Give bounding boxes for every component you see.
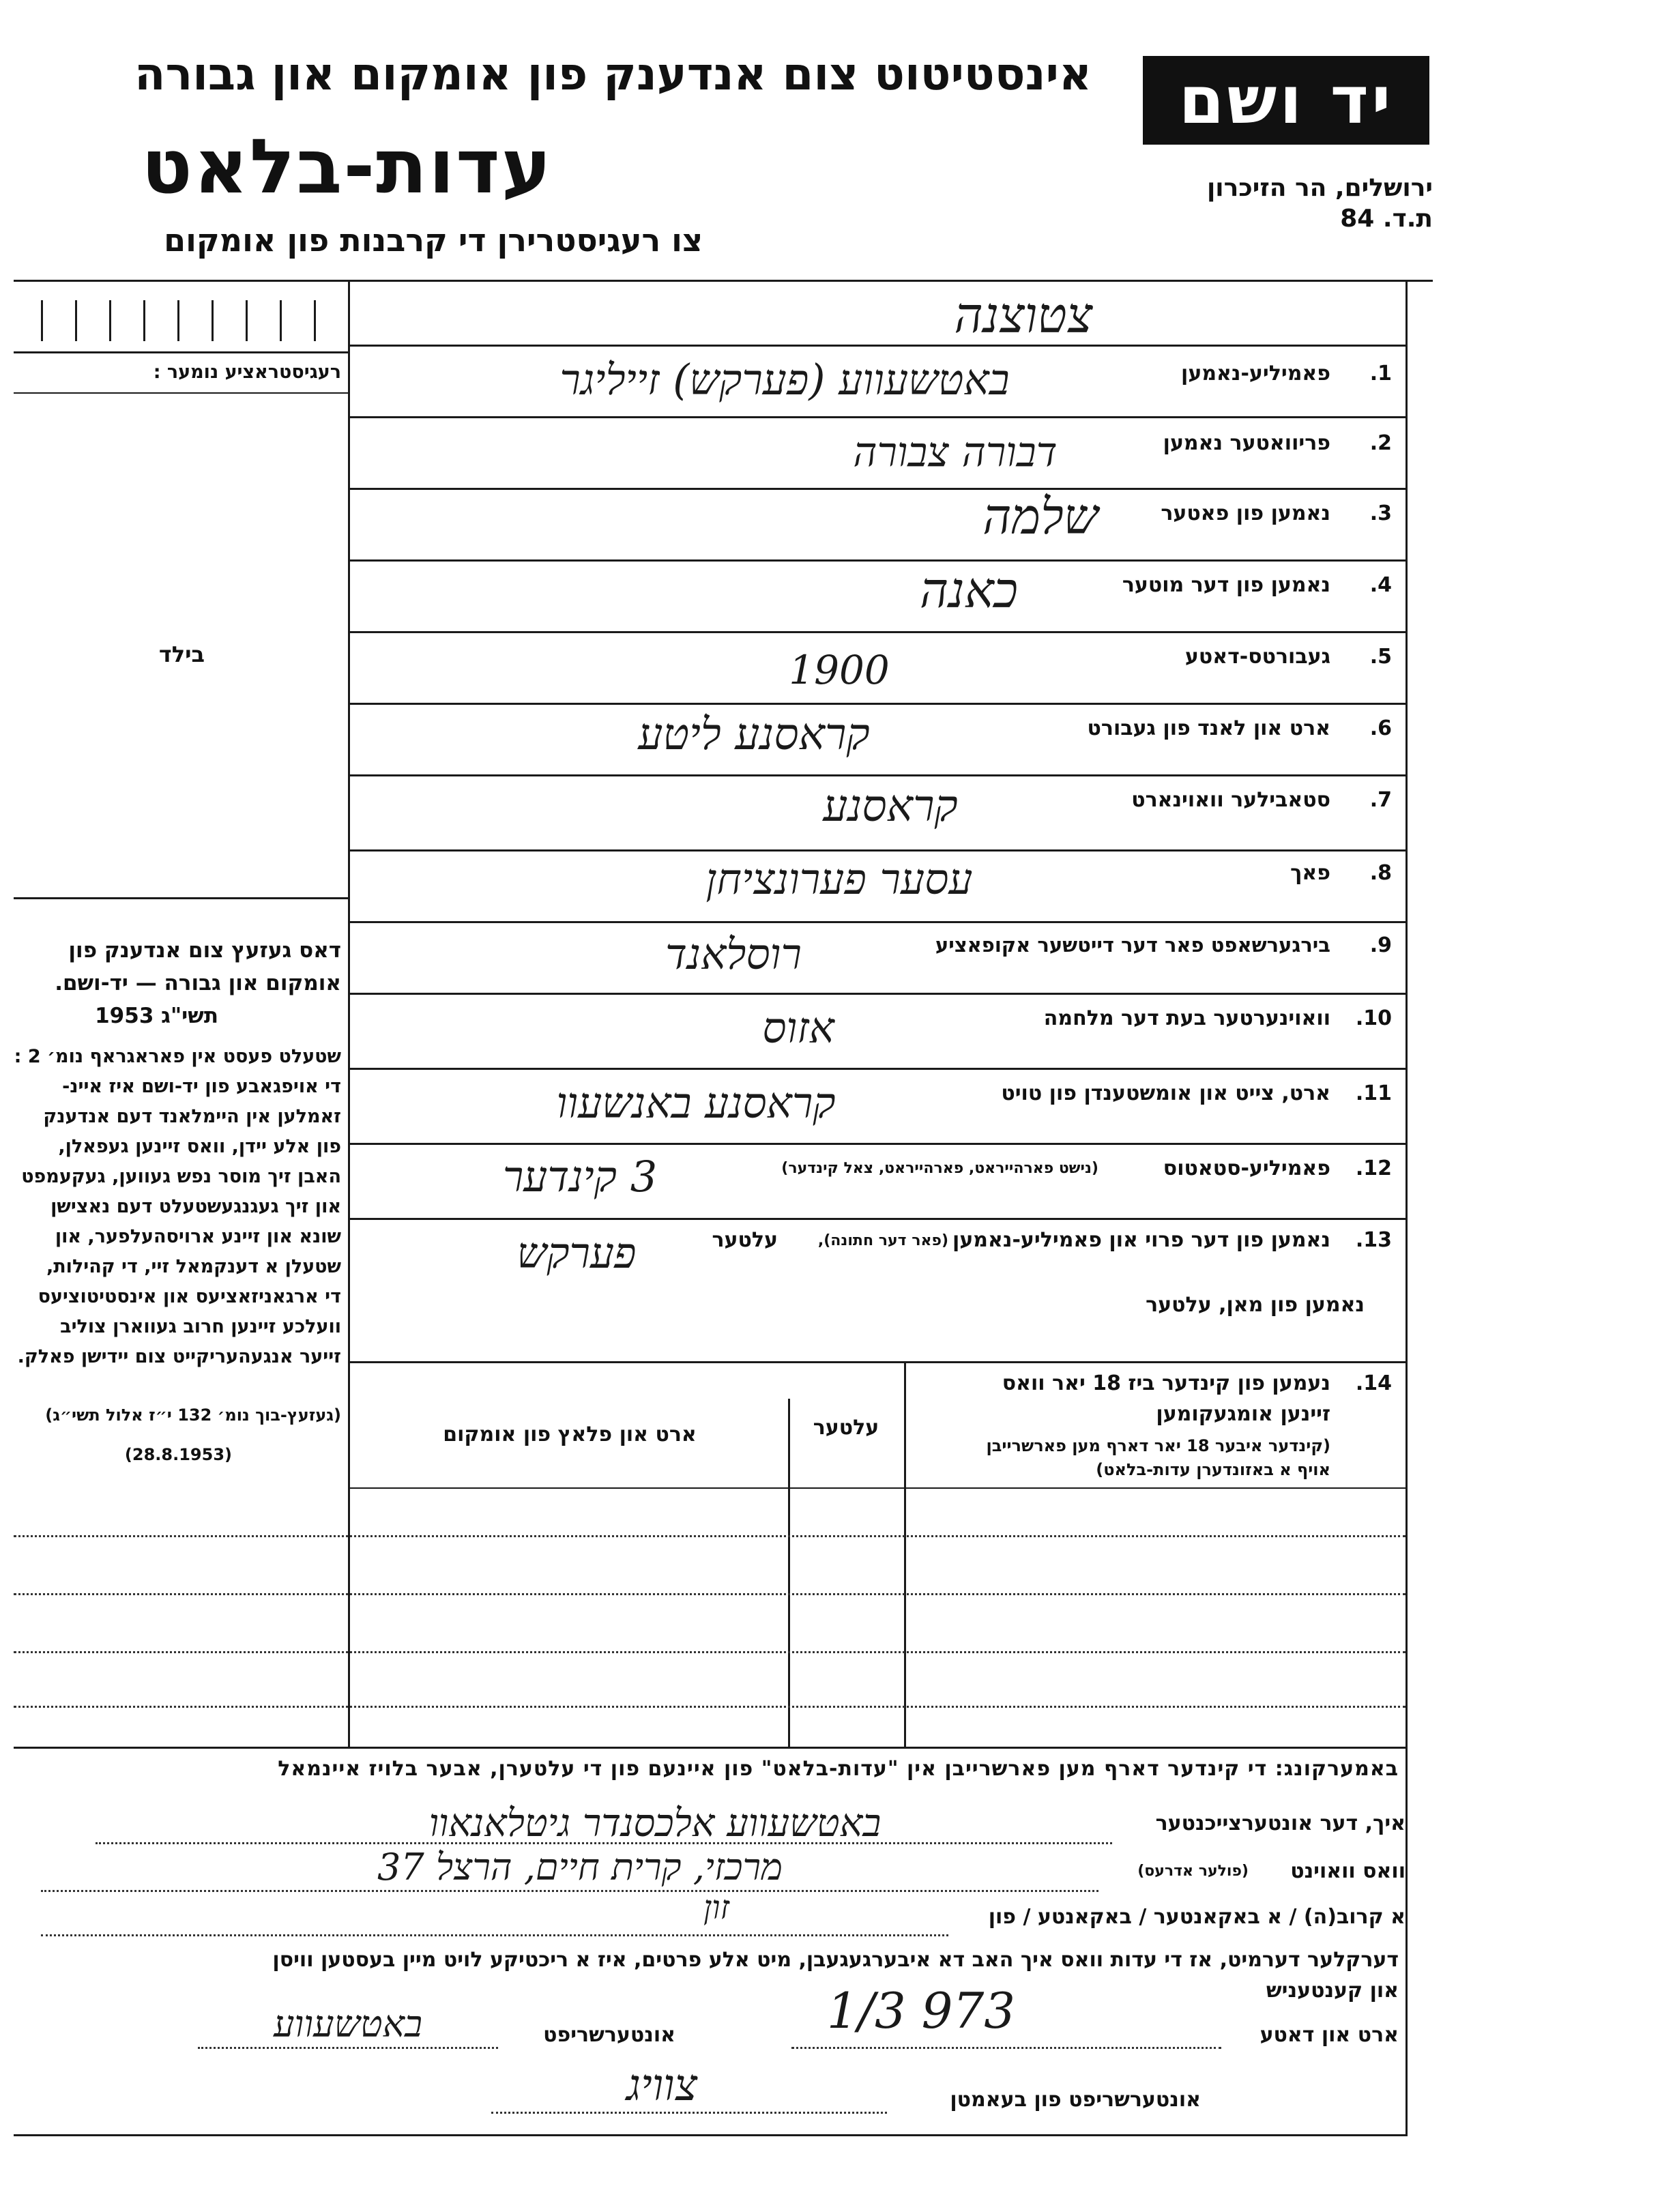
field-label-citizenship: בירגערשאפט פאר דער דייטשער אקופאציע <box>935 933 1330 957</box>
field-number-4: 4. <box>1369 573 1392 597</box>
handwritten-town: צטוצנה <box>954 287 1093 344</box>
date-value[interactable]: 1/3 973 <box>826 1982 1016 2039</box>
residence-value[interactable]: קראסנע <box>823 781 958 832</box>
law-line: אומקום און גבורה — יד-ושם. <box>55 971 341 995</box>
signature-value[interactable]: באטשעווע <box>273 2003 423 2046</box>
form-title: עדות-בלאט <box>141 123 553 210</box>
field-number-3: 3. <box>1369 501 1392 525</box>
official-signature-value[interactable]: צוויג <box>626 2061 698 2111</box>
photo-label: בילד <box>158 641 205 667</box>
wartime-residence-value[interactable]: אזוס <box>762 1003 834 1053</box>
field-label-family-name: פאמיליע-נאמען <box>1181 362 1330 385</box>
birth-place-value[interactable]: קראסנע ליטע <box>638 710 870 760</box>
field-number-11: 11. <box>1355 1081 1392 1105</box>
signature-label: אונטערשריפט <box>543 2023 675 2047</box>
field-number-5: 5. <box>1369 645 1392 669</box>
address-label: וואס וואוינט <box>1290 1859 1405 1883</box>
field-label-wartime-residence: וואוינערטער בעת דער מלחמה <box>1043 1006 1330 1030</box>
law-line: די אויפגאבע פון יד-ושם איז איינ- <box>62 1076 341 1097</box>
remark-text: באמערקונג: די קינדער דארף מען פארשרייבן אין "עדות-בלאט" פון איינעם פון די עלטערן, אבער בלויז איינמאל <box>278 1757 1399 1781</box>
family-status-note: (נישט פארהייראט, פארהייראט, צאל קינדער) <box>781 1160 1098 1177</box>
wife-name-value[interactable]: פערקש <box>516 1228 637 1278</box>
wife-name-note: (פאר דער חתונה), <box>817 1232 948 1249</box>
death-circumstances-value[interactable]: קראסנע באנשעוו <box>556 1078 836 1128</box>
field-number-6: 6. <box>1369 716 1392 740</box>
law-reference: (געזעץ-בוך נומ׳ 132 י״ז אלול תשי״ג) <box>45 1406 341 1425</box>
law-line: שטעלט פעסט אין פאראגראף נומ׳ 2 : <box>14 1046 341 1067</box>
field-label-mother-name: נאמען פון דער מוטער <box>1122 573 1330 597</box>
field-label-birth-place: ארט און לאנד פון געבורט <box>1087 716 1330 740</box>
form-subtitle: צו רעגיסטרירן די קרבנות פון אומקום <box>164 222 703 259</box>
field-label-death-circumstances: ארט, צייט און אומשטענדן פון טויט <box>1001 1081 1330 1105</box>
address-value[interactable]: מרכזי, קרית חיים, הרצל 37 <box>377 1846 783 1889</box>
field-number-9: 9. <box>1369 933 1392 957</box>
field-label-profession: פאך <box>1290 861 1330 885</box>
field-number-7: 7. <box>1369 788 1392 812</box>
family-status-value[interactable]: 3 קינדער <box>502 1152 658 1202</box>
field-number-1: 1. <box>1369 362 1392 385</box>
father-name-value[interactable]: שלמה <box>982 488 1098 545</box>
children-number: 14. <box>1355 1371 1392 1395</box>
field-label-family-status: פאמיליע-סטאטוס <box>1163 1156 1330 1180</box>
field-number-8: 8. <box>1369 861 1392 885</box>
field-label-residence: סטאבילער וואוינארט <box>1131 788 1330 812</box>
official-signature-label: אונטערשריפט פון בעאמטן <box>950 2088 1201 2112</box>
law-line: זייער אנגעהעריקייט צום יידישן פאלק. <box>17 1346 341 1367</box>
registration-label: רעגיסטראציע נומער : <box>153 362 341 383</box>
address-line-1: ירושלים, הר הזיכרון <box>1206 174 1433 202</box>
law-line: פון אלע יידן, וואס זיינען געפאלן, <box>58 1136 341 1157</box>
law-line: דאס געזעץ צום אנדענק פון <box>68 938 341 963</box>
logo-block <box>1143 56 1429 145</box>
birth-date-value[interactable]: 1900 <box>789 647 890 693</box>
first-name-value[interactable]: דבורה צבורה <box>853 428 1058 476</box>
law-line: וועלכע זיינען חרוב געווארן צוליב <box>60 1316 341 1337</box>
field-number-12: 12. <box>1355 1156 1392 1180</box>
law-line: זאמלען אין היימלאנד דעם אנדענק <box>43 1106 341 1127</box>
wife-name-age-label: עלטער <box>712 1228 778 1252</box>
field-number-10: 10. <box>1355 1006 1392 1030</box>
children-note-line: אויף א באזונדערן עדות-בלאט) <box>1096 1460 1330 1479</box>
law-line: שונא און זיינע ארויסהעלפער, און <box>55 1226 341 1247</box>
field-label-husband-name: נאמען פון מאן, עלטער <box>1146 1293 1365 1317</box>
relation-label: א קרוב(ה) / א באקאנטער / באקאנטע / פון <box>988 1905 1405 1929</box>
address-note: (פולער אדרעס) <box>1137 1863 1249 1880</box>
address-line-2: ת.ד. 84 <box>1340 205 1433 233</box>
family-name-value[interactable]: באטשעווע (פערקש) זייליגר <box>559 355 1010 405</box>
relation-value[interactable]: זון <box>703 1889 729 1927</box>
field-label-birth-date: געבורטס-דאטע <box>1184 645 1330 669</box>
law-date: (28.8.1953) <box>124 1445 232 1464</box>
children-label-line: זיינען אומגעקומען <box>1156 1402 1330 1426</box>
law-line: תשי"ג 1953 <box>95 1004 218 1028</box>
declaration-line-2: און קענטעניש <box>1266 1979 1399 2003</box>
law-line: די ארגאניזאציעס און אינסטיטוציעס <box>38 1286 341 1307</box>
institute-line: אינסטיטוט צום אנדענק פון אומקום און גבורה <box>134 48 1092 100</box>
date-label: ארט און דאטע <box>1259 2023 1399 2047</box>
logo-text: יד ושם <box>1178 62 1394 139</box>
children-label-line: נעמען פון קינדער ביז 18 יאר וואס <box>1002 1371 1330 1395</box>
law-line: שטעלן א דענקמאל זיי, די קהילות, <box>46 1256 341 1277</box>
field-label-first-name: פריוואטער נאמען <box>1163 431 1330 455</box>
field-label-wife-name: נאמען פון דער פרוי און פאמיליע-נאמען <box>952 1228 1330 1252</box>
law-line: האבן זיך מוסר נפש געווען, געקעמפט <box>21 1166 341 1187</box>
field-label-father-name: נאמען פון פאטער <box>1161 501 1330 525</box>
law-line: און זיך געגנגעשטעלט דעם נאצישן <box>50 1196 341 1217</box>
citizenship-value[interactable]: רוסלאנד <box>665 929 802 979</box>
field-number-2: 2. <box>1369 431 1392 455</box>
signer-value[interactable]: באטשעווע אלכסנדר גיטלאנאוו <box>428 1801 882 1846</box>
mother-name-value[interactable]: כאנה <box>920 562 1018 619</box>
children-col-place: ארט און פלאץ פון אומקום <box>443 1423 697 1446</box>
children-note-line: (קינדער איבער 18 יאר דארף מען פארשרייבן <box>986 1436 1330 1455</box>
children-col-age: עלטער <box>813 1416 879 1440</box>
profession-value[interactable]: עסער פערונציחן <box>705 854 973 904</box>
signer-label: איך, דער אונטערצייכנטער <box>1155 1811 1405 1835</box>
declaration-line-1: דערקלער דערמיט, אז די עדות וואס איך האב דא איבערגעגעבן, מיט אלע פרטים, איז א ריכטיקע לויט מיין בעסטען וויסן <box>272 1948 1399 1972</box>
field-number-13: 13. <box>1355 1228 1392 1252</box>
